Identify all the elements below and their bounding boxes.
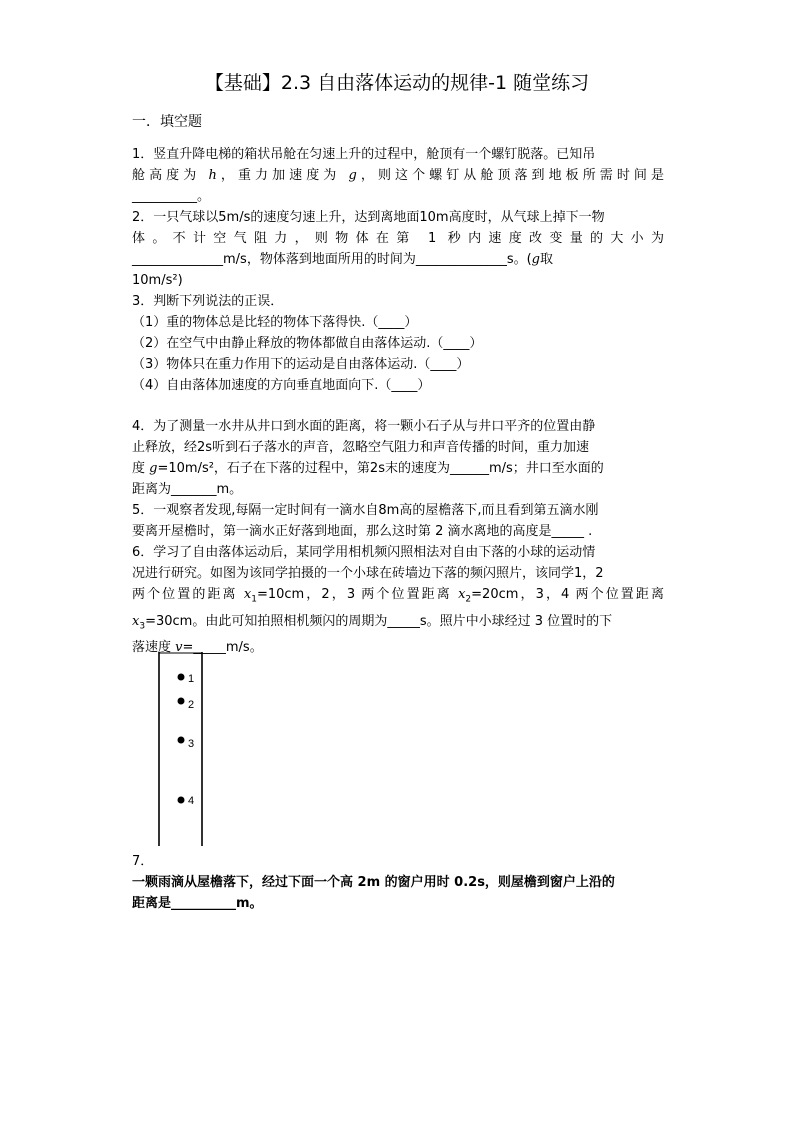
q7-line-1: 一颗雨滴从屋檐落下，经过下面一个高 2m 的窗户用时 0.2s，则屋檐到窗户上沿的 — [132, 875, 615, 890]
var-v: v — [175, 640, 183, 656]
ball-label-4: 4 — [188, 795, 195, 807]
q1-line-3: __________。 — [132, 189, 211, 204]
section-heading: 一．填空题 — [132, 114, 202, 130]
question-5 — [132, 500, 664, 542]
q6-line-5: 落速度 v=_____m/s。 — [132, 640, 263, 656]
q5-line-2: 要离开屋檐时，第一滴水正好落到地面，那么这时第 2 滴水离地的高度是_____ . — [132, 524, 593, 539]
q3-item-3: （3）物体只在重力作用下的运动是自由落体运动.（____） — [132, 357, 470, 372]
var-x: x — [458, 587, 466, 602]
var-x: x — [132, 613, 140, 629]
question-4 — [132, 416, 664, 500]
q4-line-2: 止释放，经2s听到石子落水的声音，忽略空气阻力和声音传播的时间，重力加速 — [132, 440, 590, 455]
var-x: x — [243, 587, 252, 602]
q2-line-4: 10m/s²) — [132, 273, 183, 288]
q1-line-1: 1．竖直升降电梯的箱状吊舱在匀速上升的过程中，舱顶有一个螺钉脱落。已知吊 — [132, 147, 596, 162]
q6-line-4: $x_3=30cm$。由此可知拍照相机频闪的周期为_____s。照片中小球经过 3 位置时的下 — [132, 613, 613, 632]
q3-item-2: （2）在空气中由静止释放的物体都做自由落体运动.（____） — [132, 336, 483, 351]
q2-line-3: ______________m/s，物体落到地面所用的时间为______________s。(g取 — [132, 252, 554, 267]
var-g: g — [531, 252, 540, 267]
ball-position-4 — [178, 797, 185, 804]
q4-line-4: 距离为_______m。 — [132, 482, 243, 497]
q2-line-1: 2．一只气球以5m/s的速度匀速上升，达到离地面10m高度时，从气球上掉下一物 — [132, 210, 605, 225]
var-g: g — [149, 461, 158, 476]
ball-label-3: 3 — [188, 738, 195, 750]
ball-position-1 — [178, 674, 185, 681]
var-g: g — [348, 168, 357, 183]
ball-position-3 — [178, 737, 185, 744]
question-3 — [132, 291, 664, 396]
strobe-photo-figure — [155, 652, 215, 846]
q4-line-3: 度 g=10m/s²，石子在下落的过程中，第2s末的速度为______m/s；井口至水面的 — [132, 461, 604, 476]
q3-item-1: （1）重的物体总是比轻的物体下落得快.（____） — [132, 315, 418, 330]
q7-number: 7． — [132, 854, 154, 869]
question-7 — [132, 851, 664, 914]
page-title: 【基础】2.3 自由落体运动的规律-1 随堂练习 — [204, 72, 590, 94]
q5-line-1: 5．一观察者发现,每隔一定时间有一滴水自8m高的屋檐落下,而且看到第五滴水刚 — [132, 503, 599, 518]
q4-line-1: 4．为了测量一水井从井口到水面的距离，将一颗小石子从与井口平齐的位置由静 — [132, 419, 596, 434]
question-6 — [132, 542, 664, 658]
ball-label-1: 1 — [188, 673, 195, 685]
q3-item-4: （4）自由落体加速度的方向垂直地面向下.（____） — [132, 378, 431, 393]
q2-line-2: 体。不计空气阻力，则物体在第 1 秒内速度改变量的大小为 — [132, 231, 664, 246]
q6-line-3: 两个位置的距离 $x_1=10cm$，2，3 两个位置距离 $x_2=20cm$，3，4 两个位置距离 — [132, 587, 664, 605]
question-1 — [132, 144, 664, 207]
q3-intro: 3．判断下列说法的正误． — [132, 294, 284, 309]
question-2 — [132, 207, 664, 291]
q6-line-2: 况进行研究。如图为该同学拍摄的一个小球在砖墙边下落的频闪照片，该同学1，2 — [132, 566, 604, 581]
ball-label-2: 2 — [188, 699, 195, 711]
q6-line-1: 6．学习了自由落体运动后，某同学用相机频闪照相法对自由下落的小球的运动情 — [132, 545, 596, 560]
ball-position-2 — [178, 698, 185, 705]
q1-line-2: 舱高度为 h，重力加速度为 g，则这个螺钉从舱顶落到地板所需时间是 — [132, 168, 664, 183]
q7-line-2: 距离是__________m。 — [132, 896, 263, 911]
var-h: h — [208, 168, 217, 183]
